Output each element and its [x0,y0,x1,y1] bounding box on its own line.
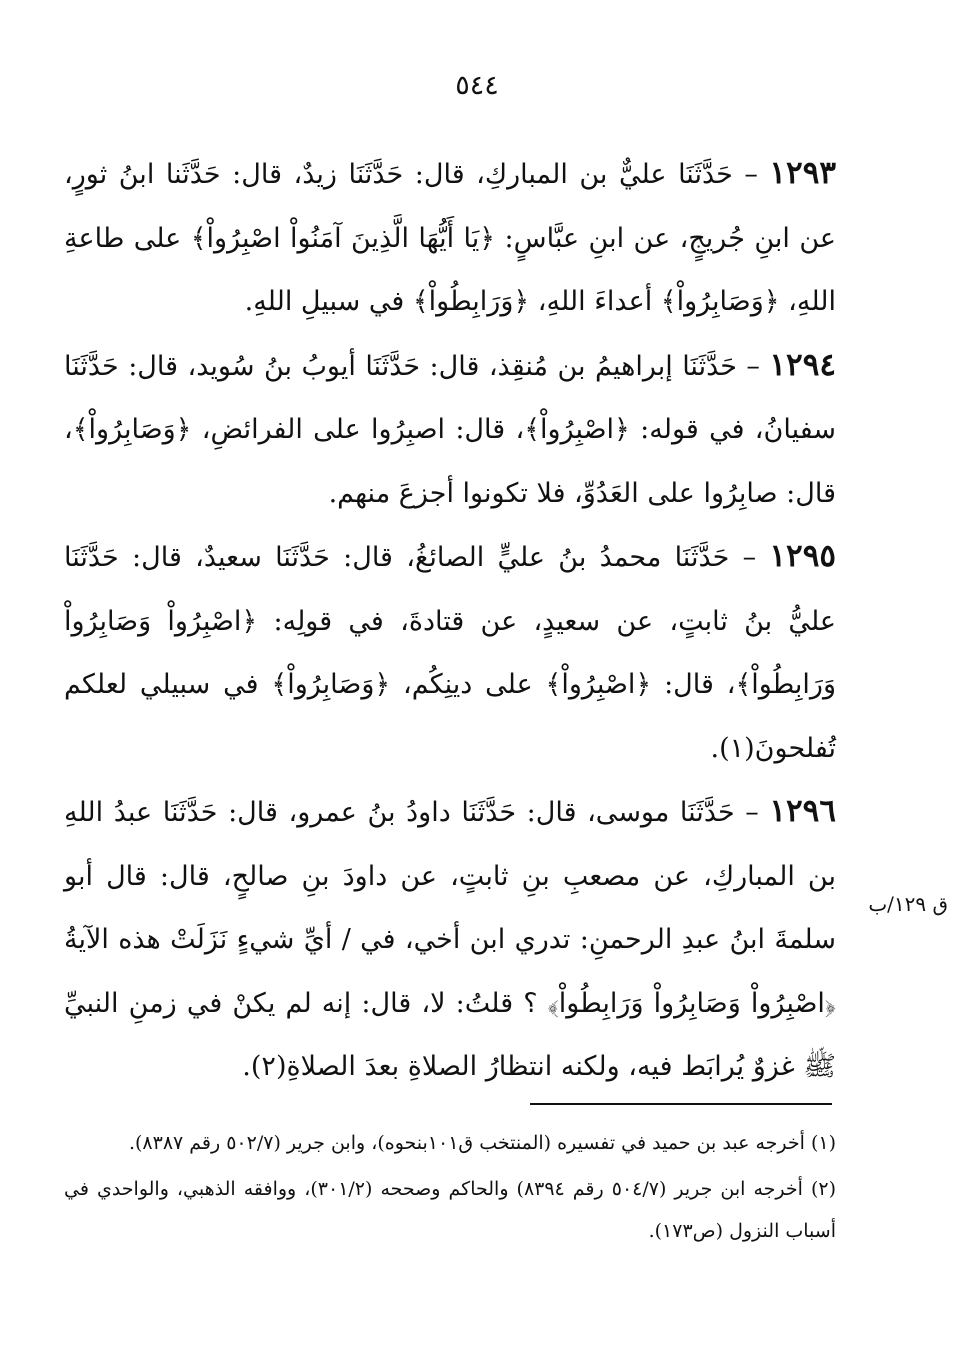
page-number: ٥٤٤ [455,70,499,101]
hadith-1294 [64,334,836,526]
hadith-text: – حَدَّثَنَا عليٌّ بن المباركِ، قال: حَدَّثَنَا زيدٌ، قال: حَدَّثَنا ابنُ ثورٍ، عن ابنِ جُريجٍ، عن ابنِ عبَّاسٍ: ﴿يَا أَيُّهَا الَّذِينَ آمَنُواْ اصْبِرُواْ﴾ على طاعةِ اللهِ، ﴿وَصَابِرُواْ﴾ أعداءَ اللهِ، ﴿وَرَابِطُواْ﴾ في سبيلِ اللهِ. [64,159,836,317]
hadith-1293 [64,142,836,334]
footnote-1: (١) أخرجه عبد بن حميد في تفسيره (المنتخب ق١٠١بنحوه)، وابن جرير (٥٠٢/٧ رقم ٨٣٨٧). [128,1132,836,1154]
hadith-number: ١٢٩٦ [769,793,836,829]
hadith-text: – حَدَّثَنَا محمدُ بنُ عليٍّ الصائغُ، قال: حَدَّثَنَا سعيدٌ، قال: حَدَّثَنَا عليُّ بنُ ثابتٍ، عن سعيدٍ، عن قتادةَ، في قولِه: ﴿اصْبِرُواْ وَصَابِرُواْ وَرَابِطُواْ﴾، قال: ﴿اصْبِرُواْ﴾ على دينِكُم، ﴿وَصَابِرُواْ﴾ في سبيلي لعلكم تُفلحونَ(١). [64,542,836,764]
main-text [64,142,836,1099]
hadith-1295 [64,525,836,780]
hadith-1296 [64,780,836,1099]
footnote-2: (٢) أخرجه ابن جرير (٥٠٤/٧ رقم ٨٣٩٤) والحاكم وصححه (٣٠١/٢)، ووافقه الذهبي، والواحدي في أسباب النزول (ص١٧٣). [64,1178,837,1242]
manuscript-folio-note: ق ١٢٩/ب [868,892,948,916]
footnotes [64,1122,836,1256]
hadith-number: ١٢٩٥ [769,538,836,574]
footnote-divider [530,1103,832,1105]
hadith-number: ١٢٩٤ [769,346,836,383]
hadith-text: – حَدَّثَنَا إبراهيمُ بن مُنقِذ، قال: حَدَّثَنَا أيوبُ بنُ سُويد، قال: حَدَّثَنَا سفيانُ، في قوله: ﴿اصْبِرُواْ﴾، قال: اصبِرُوا على الفرائضِ، ﴿وَصَابِرُواْ﴾، قال: صابِرُوا على العَدُوِّ، فلا تكونوا أجزعَ منهم. [64,350,836,509]
hadith-number: ١٢٩٣ [769,155,836,191]
hadith-text: – حَدَّثَنَا موسى، قال: حَدَّثَنَا داودُ بنُ عمرو، قال: حَدَّثَنَا عبدُ اللهِ بن المباركِ، عن مصعبِ بنِ ثابتٍ، عن داودَ بنِ صالحٍ، قال: قال أبو سلمةَ ابنُ عبدِ الرحمنِ: تدري ابن أخي، في / أيِّ شيءٍ نَزَلَتْ هذه الآيةُ ﴿اصْبِرُواْ وَصَابِرُواْ وَرَابِطُواْ﴾ ؟ قلتُ: لا، قال: إنه لم يكنْ في زمنِ النبيِّ ﷺ غزوٌ يُرابَط فيه، ولكنه انتظارُ الصلاةِ بعدَ الصلاةِ(٢). [64,797,836,1082]
